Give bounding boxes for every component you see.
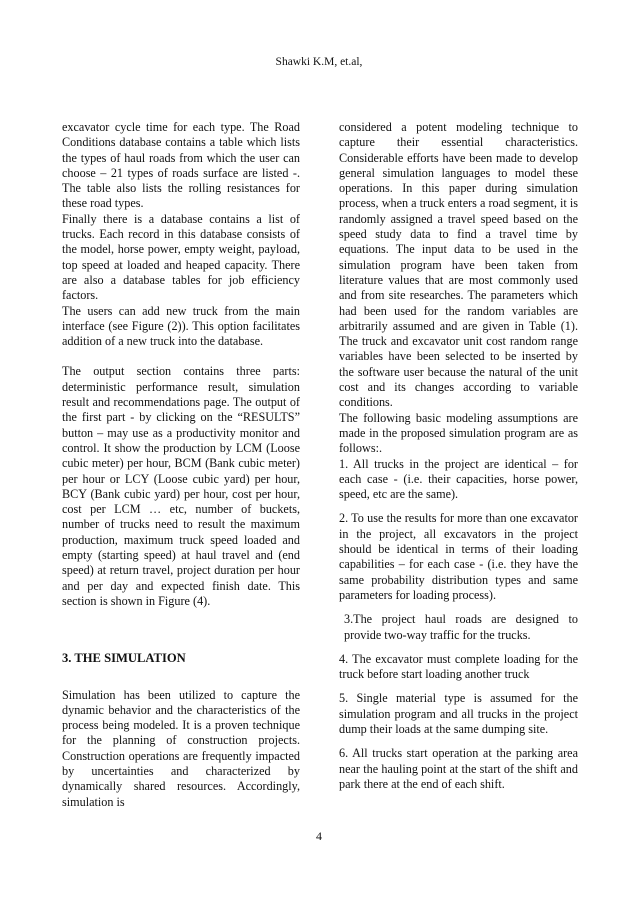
paragraph-output-section: The output section contains three parts: deterministic performance result, simulation result and recommendations page. The output of the first part - by clicking on the “RESULTS” button – may use as a productivity monitor and control. It show the production by LCM (Loose cubic meter) per hour, BCM (Bank cubic meter) per hour or LCY (Loose cubic yard) per hour, BCY (Bank cubic yard) per hour, cost per hour, cost per LCM … etc, number of buckets, number of trucks need to result the maximum production, maximum truck speed loaded and empty (starting speed) at haul travel and (end speed) at return travel, project duration per hour and per day and expected finish date. This section is shown in Figure (4). [62,364,300,608]
paragraph-trucks-database: Finally there is a database contains a list of trucks. Each record in this database consists of the model, horse power, empty weight, payload, top speed at loaded and heaped capacity. There are also a database tables for job efficiency factors. [62,211,300,303]
section-heading-simulation: 3. THE SIMULATION [62,651,186,666]
assumption-item-2: 2. To use the results for more than one excavator in the project, all excavators in the project should be identical in terms of their loading capabilities – for each case - (i.e. they have the same probability distribution types and same parameters for loading process). [339,511,578,602]
assumption-item-4: 4. The excavator must complete loading for the truck before start loading another truck [339,651,578,682]
paragraph-assumptions-intro: The following basic modeling assumptions are made in the proposed simulation program are as follows:. [339,410,578,456]
page-number: 4 [316,829,322,843]
assumption-item-6: 6. All trucks start operation at the parking area near the hauling point at the start of the shift and park there at the end of each shift. [339,746,578,791]
assumption-item-1: 1. All trucks in the project are identical – for each case - (i.e. their capacities, horse power, speed, etc are the same). [339,456,578,502]
paragraph-road-conditions: excavator cycle time for each type. The Road Conditions database contains a table which lists the types of haul roads from which the user can choose – 21 types of roads surface are listed -. The table also lists the rolling resistances for these road types. [62,120,300,211]
paragraph-add-truck: The users can add new truck from the main interface (see Figure (2)). This option facilitates addition of a new truck into the database. [62,303,300,349]
left-column [62,120,300,810]
assumption-item-3: 3.The project haul roads are designed to provide two-way traffic for the trucks. [344,612,578,642]
running-head: Shawki K.M, et.al, [275,56,363,68]
right-column [339,120,578,792]
assumption-item-5: 5. Single material type is assumed for the simulation program and all trucks in the project dump their loads at the same dumping site. [339,691,578,736]
paragraph-simulation-intro: Simulation has been utilized to capture the dynamic behavior and the characteristics of the process being modeled. It is a proven technique for the planning of construction projects. Construction operations are frequently impacted by uncertainties and characterized by dynamically shared resources. Accordingly, simulation is [62,687,300,809]
paragraph-simulation-modeling: considered a potent modeling technique to capture their essential characteristics. Considerable efforts have been made to develop general simulation languages to model these operations. In this paper during simulation process, when a truck enters a road segment, it is randomly assigned a travel speed based on the speed study data to find a travel time by equations. The input data to be used in the simulation program have been taken from literature values that are most commonly used and from site researches. The parameters which had been used for the random variables are arbitrarily assumed and are given in Table (1). The truck and excavator unit cost random range variables have been selected to be inserted by the software user because the natural of the unit cost and its changes according to variable conditions. [339,120,578,410]
